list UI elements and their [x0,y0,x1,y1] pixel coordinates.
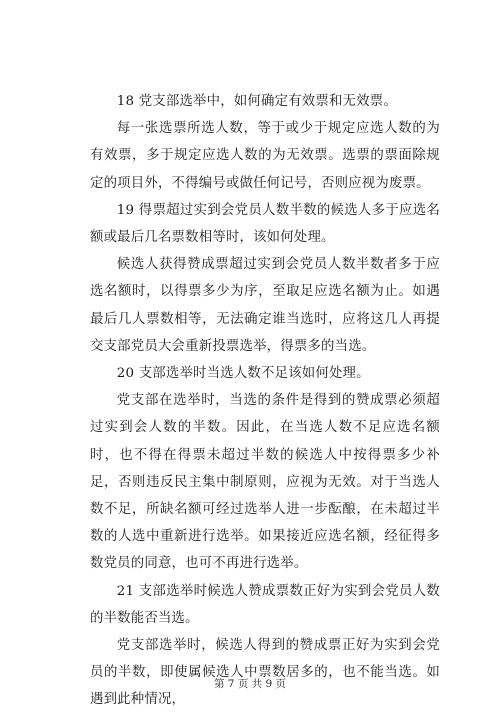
answer-18: 每一张选票所选人数，等于或少于规定应选人数的为有效票，多于规定应选人数的为无效票。选票的票面除规定的项目外，不得编号或做任何记号，否则应视为废票。 [90,121,440,191]
question-19: 19 得票超过实到会党员人数半数的候选人多于应选名额或最后几名票数相等时，该如何处理。 [90,202,440,246]
question-18: 18 党支部选举中，如何确定有效票和无效票。 [116,94,397,109]
document-body [90,88,440,714]
answer-20: 党支部在选举时，当选的条件是得到的赞成票必须超过实到会人数的半数。因此，在当选人数不足应选名额时，也不得在得票未超过半数的候选人中按得票多少补足，否则违反民主集中制原则，应视为无效。对于当选人数不足，所缺名额可经过选举人进一步酝酿，在未超过半数的人选中重新进行选举。如果接近应选名额，经征得多数党员的同意，也可不再进行选举。 [90,393,440,572]
question-20: 20 支部选举时当选人数不足该如何处理。 [116,366,370,382]
answer-21: 党支部选举时，候选人得到的赞成票正好为实到会党员的半数，即使属候选人中票数居多的，也不能当选。如遇到此种情况， [90,638,440,708]
answer-19: 候选人获得赞成票超过实到会党员人数半数者多于应选名额时，以得票多少为序，至取足应选名额为止。如遇最后几人票数相等，无法确定谁当选时，应将这几人再提交支部党员大会重新投票选举，得票多的当选。 [90,257,440,354]
question-21: 21 支部选举时候选人赞成票数正好为实到会党员人数的半数能否当选。 [90,583,440,626]
page-footer: 第 7 页 共 9 页 [213,678,287,690]
